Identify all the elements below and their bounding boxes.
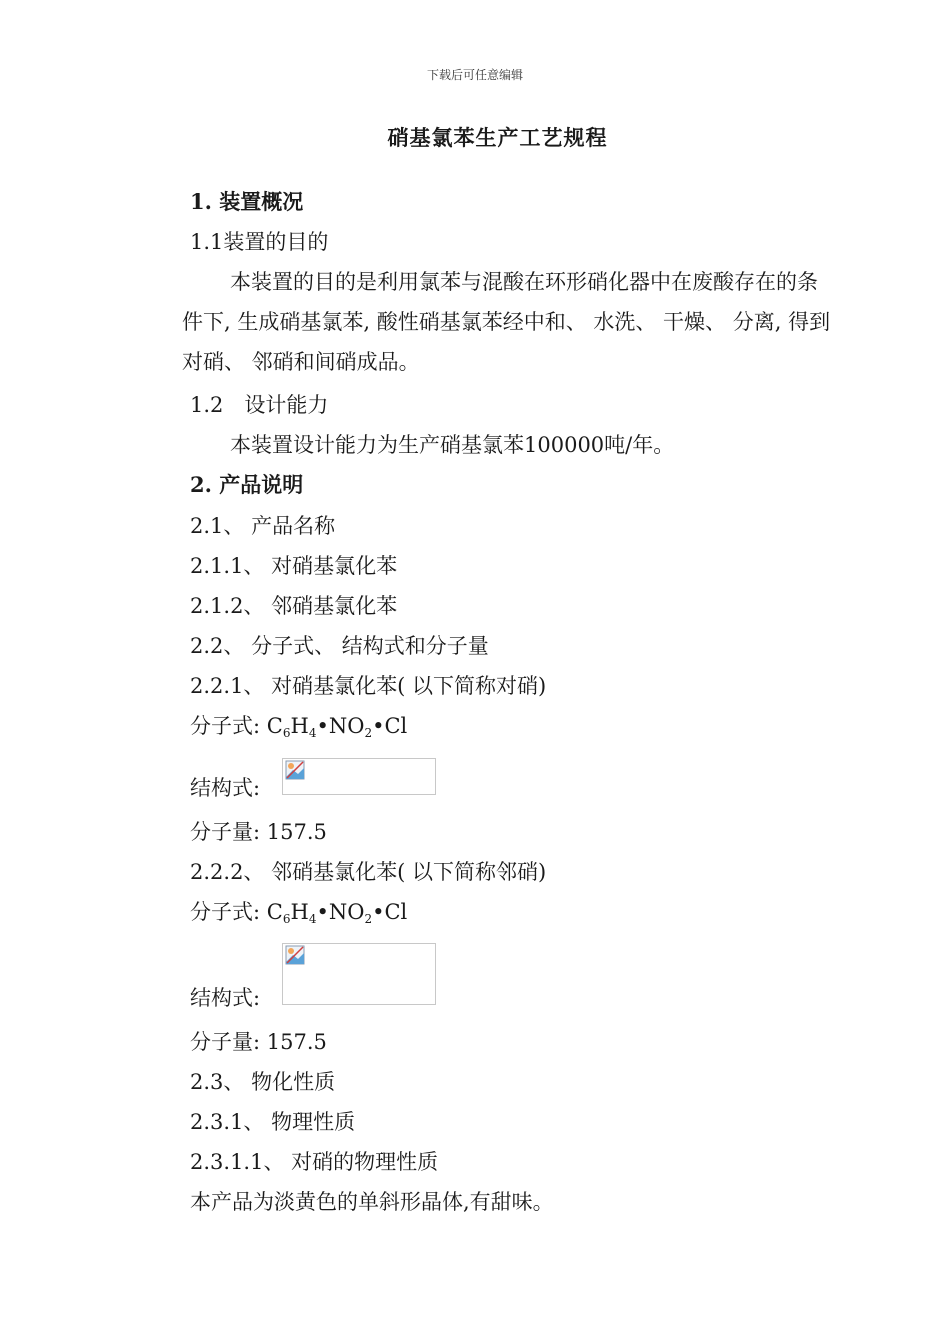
- structure-image-para: [282, 758, 436, 795]
- section-2-3-1-1-body: 本产品为淡黄色的单斜形晶体,有甜味。: [190, 1190, 554, 1214]
- section-2-3-1-heading: 2.3.1、 物理性质: [190, 1110, 356, 1134]
- broken-image-icon: [285, 945, 305, 965]
- section-2-2-1-heading: 2.2.1、 对硝基氯化苯( 以下简称对硝): [190, 674, 547, 698]
- section-2-1-2-heading: 2.1.2、 邻硝基氯化苯: [190, 594, 398, 618]
- weight-label: 分子量:: [190, 820, 267, 844]
- section-1-heading: 1. 装置概况: [190, 189, 304, 214]
- section-2-1-heading: 2.1、 产品名称: [190, 514, 336, 538]
- section-2-2-2-heading: 2.2.2、 邻硝基氯化苯( 以下简称邻硝): [190, 860, 547, 884]
- header-note: 下载后可任意编辑: [426, 68, 523, 82]
- formula-c-sub: 6: [282, 912, 291, 926]
- section-2-1-1-heading: 2.1.1、 对硝基氯化苯: [190, 554, 398, 578]
- formula-h: H: [290, 900, 309, 924]
- formula-no-sub: 2: [364, 912, 373, 926]
- formula-cl: •Cl: [372, 714, 408, 738]
- section-2-heading: 2. 产品说明: [190, 472, 304, 497]
- formula-label: 分子式:: [190, 900, 267, 924]
- formula-h-sub: 4: [308, 912, 317, 926]
- structure-label-ortho: 结构式:: [190, 986, 261, 1010]
- formula-no: •NO: [316, 900, 365, 924]
- molecular-formula-para: [190, 712, 407, 743]
- section-1-1-body: 本装置的目的是利用氯苯与混酸在环形硝化器中在废酸存在的条件下, 生成硝基氯苯, 酸性硝基氯苯经中和、 水洗、 干燥、 分离, 得到对硝、 邻硝和间硝成品。: [182, 270, 831, 374]
- section-1-2-body: 本装置设计能力为生产硝基氯苯100000吨/年。: [230, 433, 675, 457]
- formula-c: C: [266, 714, 283, 738]
- section-1-2-heading: 1.2 设计能力: [190, 393, 329, 417]
- structure-label-para: 结构式:: [190, 776, 261, 800]
- section-2-3-heading: 2.3、 物化性质: [190, 1070, 336, 1094]
- molecular-weight-para: [190, 818, 327, 846]
- formula-h: H: [290, 714, 309, 738]
- formula-h-sub: 4: [308, 726, 317, 740]
- formula-c-sub: 6: [282, 726, 291, 740]
- section-1-1-heading: 1.1装置的目的: [190, 230, 329, 254]
- weight-label: 分子量:: [190, 1030, 267, 1054]
- molecular-formula-ortho: [190, 898, 407, 929]
- molecular-weight-ortho: [190, 1028, 327, 1056]
- section-2-3-1-1-heading: 2.3.1.1、 对硝的物理性质: [190, 1150, 439, 1174]
- formula-no-sub: 2: [364, 726, 373, 740]
- formula-label: 分子式:: [190, 714, 267, 738]
- weight-value: 157.5: [266, 1030, 327, 1054]
- section-2-2-heading: 2.2、 分子式、 结构式和分子量: [190, 634, 489, 658]
- document-title: 硝基氯苯生产工艺规程: [387, 125, 608, 150]
- formula-c: C: [266, 900, 283, 924]
- broken-image-icon: [285, 760, 305, 780]
- structure-image-ortho: [282, 943, 436, 1005]
- formula-cl: •Cl: [372, 900, 408, 924]
- formula-no: •NO: [316, 714, 365, 738]
- weight-value: 157.5: [266, 820, 327, 844]
